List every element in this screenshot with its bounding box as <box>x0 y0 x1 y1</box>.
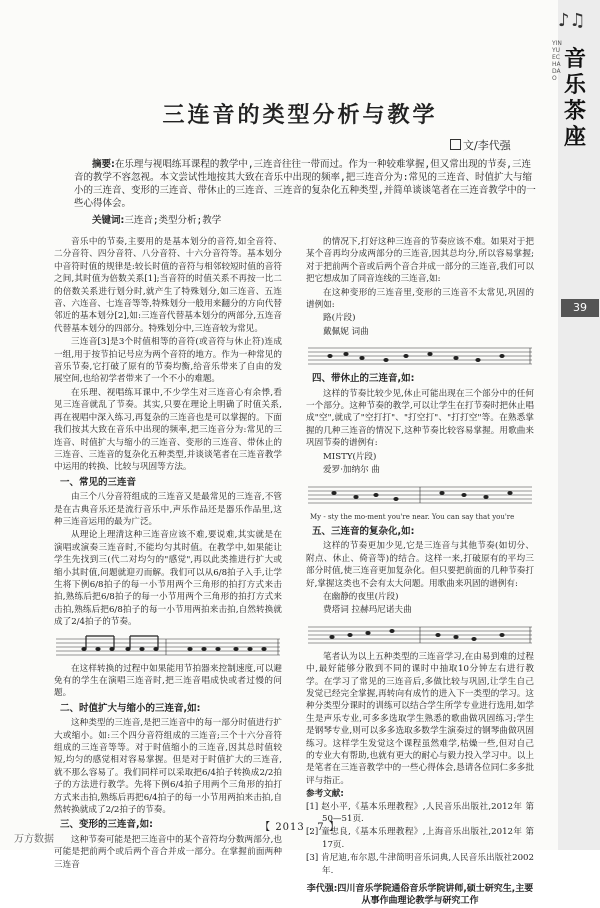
paragraph: 从理论上理清这种三连音应该不难,要说难,其实就是在演唱或演奏三连音时,不能均匀其时值。在教学中,如果能让学生先找到三(代二对均匀的"感觉",再以此类推进行扩大或缩小其时值,问题就迎刃而解。我们可以从6/8拍子入手,让学生将下例6/8拍子的每一小节用两个三角形的拍打方式来击拍,熟练后把6/8拍子的每一小节用两个三角形的拍打方式来击拍,熟练后把6/8拍子的每一小节用两拍来击拍,自然转换就成了2/4拍子的节奏。 <box>54 530 282 628</box>
paragraph: 的情况下,打好这种三连音的节奏应该不难。如果对于把某个音再均分成两部分的三连音,因其总均分,所以容易掌握;对于把前两个音或后两个音合并成一部分的三连音,我们可以把它想成加了同音连线的三连音,如: <box>306 237 534 285</box>
author-bio: 李代强:四川音乐学院通俗音乐学院讲师,硕士研究生,主要从事作曲理论教学与研究工作 <box>306 884 534 907</box>
section-heading: 一、常见的三连音 <box>60 476 137 488</box>
song-credit: 爱罗·加纳尔 曲 <box>323 465 381 476</box>
reference-item: [2] 童忠良,《基本乐理教程》,上海音乐出版社,2012年 第17页. <box>306 827 534 850</box>
song-credit: 戴佩妮 词曲 <box>323 326 369 337</box>
paragraph: 这种类型的三连音,是把三连音中的每一部分时值进行扩大或缩小。如:三个四分音符组成的三连音;三个十六分音符组成的三连音等等。对于时值缩小的三连音,因其总时值较短,均匀的感觉相对容易掌握。但是对于时值扩大的三连音,就不那么容易了。我们同样可以采取把6/4拍子转换成2/2拍子的方法进行教学。先将下例6/4拍子用两个三角形的拍打方式来击拍,熟练后再把6/4拍子的每一小节用两拍来击拍,自然转换就成了2/2拍子的节奏。 <box>54 718 282 816</box>
logo-text: 音 乐 茶 座 <box>564 46 587 150</box>
paragraph: 音乐中的节奏,主要用的是基本划分的音符,如全音符、二分音符、四分音符、八分音符、十六分音符等。基本划分中音符时值的规律是:较长时值的音符与相邻较短时值的音符之间,其时值为倍数关系[1];当音符的时值关系不再按一比二的倍数关系进行划分时,就产生了特殊划分,如三连音、五连音、六连音、七连音等等,特殊划分一般用来翻分的方向代替邻近的基本划分[2],如:三连音代替基本划分的两部分,五连音代替基本划分的四部分。特殊划分中,三连音较为常见。 <box>54 237 282 334</box>
section-heading: 四、带休止的三连音,如: <box>312 373 415 385</box>
song-credit: 费塔词 拉赫玛尼诺夫曲 <box>323 605 412 616</box>
music-staff-example <box>306 619 534 649</box>
paragraph: 在乐理、视唱练耳课中,不少学生对三连音心有余悸,看见三连音就乱了节奏。其实,只要在理论上明确了时值关系,再在视唱中深入练习,再复杂的三连音也是可以掌握的。下面我们按其大致在音乐中出现的频率,把三连音分为:常见的三连音、时值扩大与缩小的三连音、变形的三连音、带休止的三连音、三连音的复杂化五种类型,并谈谈笔者在三连音教学中运用的转换、比较与巩固等方法。 <box>54 387 282 473</box>
song-title: 路(片段) <box>323 313 356 324</box>
logo-pinyin: YINYUECHADAO <box>552 40 562 82</box>
paragraph: 在这种变形的三连音里,变形的三连音不太常见,巩固的谱例如: <box>306 287 534 311</box>
page-number: 39 <box>561 299 599 317</box>
paragraph: 三连音[3]是3个时值相等的音符(或音符与休止符)连成一组,用于按节拍记号应为两个音符的地方。作为一种常见的音乐节奏,它打破了原有的节奏均衡,给音乐带来了自由的发展空间,也给初学者带来了一个不小的难题。 <box>54 337 282 385</box>
music-staff-example <box>306 479 534 509</box>
paragraph: 由三个八分音符组成的三连音又是最常见的三连音,不管是在古典音乐还是流行音乐中,声乐作品还是器乐作品里,这种三连音运用的最为广泛。 <box>54 492 282 527</box>
music-staff-example <box>54 631 282 661</box>
abstract: 摘要:在乐理与视唱练耳课程的教学中,三连音往往一带而过。作为一种较难掌握,但又常出现的节奏,三连音的教学不容忽视。本文尝试性地按其大致在音乐中出现的频率,把三连音分为:常见的三连音、时值扩大与缩小的三连音、变形的三连音、带休止的三连音、三连音的复杂化五种类型,并简单谈谈笔者在三连音教学中的一些心得体会。 <box>74 159 536 209</box>
music-notes-icon: ♪♫ <box>558 10 586 31</box>
paragraph: 这样的节奏更加少见,它是三连音与其他节奏(如切分、附点、休止、倚音等)的结合。这样一来,打破原有的平均三部分时值,使三连音更加复杂化。但只要把前面的几种节奏打好,掌握这类也不会有太大问题。用歌曲来巩固的谱例有: <box>306 541 534 589</box>
references-heading: 参考文献: <box>306 789 344 800</box>
author: 文/李代强 <box>450 137 511 153</box>
source-watermark: 万方数据 <box>14 834 54 845</box>
paragraph: 在这样转换的过程中如果能用节拍器来控制速度,可以避免有的学生在演唱三连音时,把三连音唱成快或者过慢的问题。 <box>54 663 282 699</box>
paragraph: 这种节奏可能是把三连音中的某个音符均分数两部分,也可能是把前两个或后两个音合并成一部分。在掌握前面两种三连音 <box>54 834 282 870</box>
paragraph: 这样的节奏比较少见,休止可能出现在三个部分中的任何一个部分。这种节奏的教学,可以让学生在打节奏时把休止唱成"空",就成了"空打打"、"打空打"、"打打空"等。在熟悉掌握的几种三连音的情况下,这种节奏比较容易掌握。用歌曲来巩固节奏的谱例有: <box>306 388 534 449</box>
paragraph: 笔者认为以上五种类型的三连音学习,在由易到难的过程中,最好能够分散到不同的课时中抽取10分钟左右进行教学。在学习了常见的三连音后,多做比较与巩固,让学生自己发觉已经完全掌握,再转向有成竹的进入下一类型的学习。这种分类型分课时的训练可以结合学生所学专业进行选用,如学生是声乐专业,可多多选取学生熟悉的歌曲做巩固练习;学生是钢琴专业,则可以多多选取多数学生演奏过的钢琴曲做巩固练习。这样学生发觉这个课程虽然难学,枯燥一些,但对自己的专业大有帮助,也就有更大的耐心与毅力投入学习中。以上是笔者在三连音教学中的一些心得体会,恳请各位同仁多多批评与指正。 <box>306 651 534 786</box>
journal-logo <box>548 10 600 150</box>
left-column <box>54 236 282 872</box>
article-title: 三连音的类型分析与教学 <box>162 103 438 128</box>
reference-item: [1] 赵小平,《基本乐理教程》,人民音乐出版社,2012年 第50—51页. <box>306 801 534 825</box>
keywords: 关键词:三连音;类型分析;教学 <box>92 215 222 226</box>
section-heading: 三、变形的三连音,如: <box>60 819 153 831</box>
issue-footer: 【 2013 . 7 】 <box>260 822 340 833</box>
section-heading: 二、时值扩大与缩小的三连音,如: <box>60 702 201 714</box>
music-staff-example <box>306 340 534 370</box>
box-icon <box>450 139 461 150</box>
section-heading: 五、三连音的复杂化,如: <box>312 525 415 537</box>
song-title: 在幽静的夜里(片段) <box>323 591 399 602</box>
song-lyric: My - sty the mo-ment you're near. You can say that you're <box>310 512 515 521</box>
reference-item: [3] 肯尼迪,布尔恩,牛津简明音乐词典,人民音乐出版社2002年. <box>306 853 534 876</box>
right-column <box>306 236 534 908</box>
song-title: MISTY(片段) <box>323 451 377 462</box>
